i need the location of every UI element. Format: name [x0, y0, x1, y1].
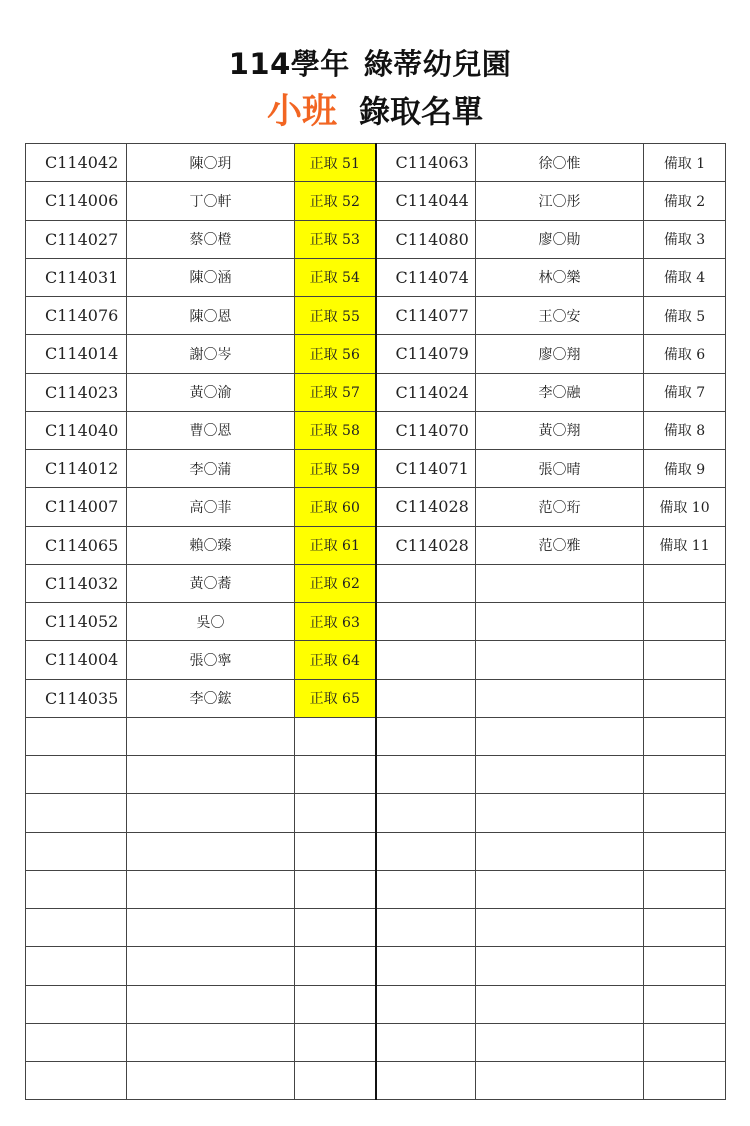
left-applicant-code: C114076	[26, 297, 127, 335]
table-row	[26, 947, 726, 985]
right-applicant-code	[376, 832, 476, 870]
page-title	[0, 42, 740, 83]
left-admission-status: 正取 57	[295, 373, 376, 411]
right-waitlist-status	[644, 870, 726, 908]
left-admission-status: 正取 55	[295, 297, 376, 335]
left-admission-status	[295, 1023, 376, 1061]
left-admission-status: 正取 54	[295, 258, 376, 296]
left-admission-status	[295, 947, 376, 985]
left-applicant-name: 謝〇岑	[127, 335, 295, 373]
table-row	[26, 564, 726, 602]
left-applicant-name: 高〇菲	[127, 488, 295, 526]
left-applicant-name: 張〇寧	[127, 641, 295, 679]
left-applicant-code: C114007	[26, 488, 127, 526]
right-waitlist-status	[644, 756, 726, 794]
table-row	[26, 335, 726, 373]
right-waitlist-status: 備取 8	[644, 411, 726, 449]
left-applicant-code: C114040	[26, 411, 127, 449]
left-applicant-code	[26, 985, 127, 1023]
right-waitlist-status	[644, 679, 726, 717]
left-applicant-code	[26, 909, 127, 947]
right-applicant-code	[376, 794, 476, 832]
left-applicant-code	[26, 756, 127, 794]
list-label: 錄取名單	[359, 94, 483, 131]
page-subtitle	[0, 84, 750, 134]
right-waitlist-status: 備取 9	[644, 450, 726, 488]
left-admission-status: 正取 51	[295, 144, 376, 182]
right-applicant-code	[376, 909, 476, 947]
right-waitlist-status	[644, 832, 726, 870]
admission-table	[25, 143, 726, 1100]
left-admission-status	[295, 756, 376, 794]
right-waitlist-status: 備取 4	[644, 258, 726, 296]
right-applicant-code	[376, 756, 476, 794]
table-row	[26, 641, 726, 679]
left-applicant-name: 吳〇	[127, 603, 295, 641]
left-admission-status	[295, 1062, 376, 1100]
table-row	[26, 450, 726, 488]
left-applicant-name: 黃〇渝	[127, 373, 295, 411]
left-applicant-code: C114014	[26, 335, 127, 373]
right-applicant-code: C114028	[376, 526, 476, 564]
right-applicant-code	[376, 947, 476, 985]
table-row	[26, 1062, 726, 1100]
right-waitlist-status	[644, 794, 726, 832]
table-row	[26, 220, 726, 258]
table-row	[26, 717, 726, 755]
right-applicant-name	[476, 985, 644, 1023]
left-admission-status: 正取 53	[295, 220, 376, 258]
right-waitlist-status	[644, 1023, 726, 1061]
right-applicant-code	[376, 870, 476, 908]
right-waitlist-status: 備取 6	[644, 335, 726, 373]
right-applicant-code: C114070	[376, 411, 476, 449]
right-applicant-name	[476, 1023, 644, 1061]
left-applicant-name	[127, 832, 295, 870]
right-waitlist-status	[644, 564, 726, 602]
left-applicant-name: 賴〇臻	[127, 526, 295, 564]
right-applicant-code: C114077	[376, 297, 476, 335]
right-applicant-name: 張〇晴	[476, 450, 644, 488]
right-applicant-name	[476, 832, 644, 870]
left-applicant-code: C114006	[26, 182, 127, 220]
right-applicant-name: 王〇安	[476, 297, 644, 335]
left-applicant-name	[127, 1023, 295, 1061]
left-applicant-code	[26, 870, 127, 908]
left-applicant-name: 陳〇玥	[127, 144, 295, 182]
left-admission-status: 正取 58	[295, 411, 376, 449]
table-row	[26, 679, 726, 717]
right-waitlist-status: 備取 2	[644, 182, 726, 220]
table-row	[26, 603, 726, 641]
left-applicant-name	[127, 756, 295, 794]
right-waitlist-status	[644, 909, 726, 947]
right-applicant-code	[376, 679, 476, 717]
left-applicant-code: C114012	[26, 450, 127, 488]
right-applicant-code: C114080	[376, 220, 476, 258]
table-row	[26, 411, 726, 449]
left-applicant-code: C114027	[26, 220, 127, 258]
right-waitlist-status: 備取 10	[644, 488, 726, 526]
right-applicant-name: 林〇樂	[476, 258, 644, 296]
admission-table-body	[26, 144, 726, 1100]
right-applicant-name: 范〇雅	[476, 526, 644, 564]
right-applicant-name	[476, 564, 644, 602]
right-applicant-code	[376, 564, 476, 602]
table-row	[26, 832, 726, 870]
right-waitlist-status	[644, 717, 726, 755]
left-applicant-name: 李〇蒲	[127, 450, 295, 488]
left-applicant-name	[127, 717, 295, 755]
left-applicant-code: C114065	[26, 526, 127, 564]
table-row	[26, 144, 726, 182]
left-admission-status: 正取 52	[295, 182, 376, 220]
title-school: 綠蒂幼兒園	[363, 47, 512, 81]
left-applicant-name: 李〇鋐	[127, 679, 295, 717]
right-waitlist-status	[644, 641, 726, 679]
right-applicant-code	[376, 1023, 476, 1061]
left-applicant-code: C114032	[26, 564, 127, 602]
left-applicant-name	[127, 909, 295, 947]
class-name: 小班	[266, 92, 337, 132]
left-applicant-name: 黃〇蕎	[127, 564, 295, 602]
right-applicant-name	[476, 756, 644, 794]
left-applicant-name: 陳〇恩	[127, 297, 295, 335]
right-applicant-name	[476, 641, 644, 679]
right-applicant-code: C114024	[376, 373, 476, 411]
table-row	[26, 794, 726, 832]
right-applicant-code	[376, 717, 476, 755]
left-applicant-name: 蔡〇橙	[127, 220, 295, 258]
left-applicant-code: C114004	[26, 641, 127, 679]
table-row	[26, 1023, 726, 1061]
left-admission-status: 正取 62	[295, 564, 376, 602]
table-row	[26, 526, 726, 564]
left-admission-status: 正取 61	[295, 526, 376, 564]
left-admission-status: 正取 60	[295, 488, 376, 526]
right-applicant-code	[376, 985, 476, 1023]
right-applicant-code	[376, 641, 476, 679]
title-year: 114學年	[228, 47, 350, 81]
right-waitlist-status: 備取 1	[644, 144, 726, 182]
left-applicant-code	[26, 717, 127, 755]
right-applicant-name: 范〇珩	[476, 488, 644, 526]
right-applicant-code	[376, 603, 476, 641]
left-applicant-name	[127, 794, 295, 832]
left-applicant-name	[127, 947, 295, 985]
right-applicant-name	[476, 794, 644, 832]
left-admission-status: 正取 64	[295, 641, 376, 679]
left-applicant-code	[26, 1062, 127, 1100]
left-admission-status: 正取 65	[295, 679, 376, 717]
table-row	[26, 488, 726, 526]
right-applicant-code: C114028	[376, 488, 476, 526]
left-applicant-code: C114052	[26, 603, 127, 641]
left-applicant-code	[26, 832, 127, 870]
right-applicant-name	[476, 870, 644, 908]
right-applicant-name: 廖〇翔	[476, 335, 644, 373]
right-applicant-name	[476, 603, 644, 641]
left-applicant-code: C114042	[26, 144, 127, 182]
table-row	[26, 756, 726, 794]
right-waitlist-status: 備取 7	[644, 373, 726, 411]
left-applicant-code	[26, 947, 127, 985]
right-waitlist-status	[644, 1062, 726, 1100]
left-applicant-code: C114031	[26, 258, 127, 296]
left-admission-status	[295, 985, 376, 1023]
left-admission-status: 正取 59	[295, 450, 376, 488]
left-admission-status	[295, 909, 376, 947]
right-waitlist-status	[644, 603, 726, 641]
right-applicant-name	[476, 909, 644, 947]
right-applicant-code: C114079	[376, 335, 476, 373]
right-applicant-name: 李〇融	[476, 373, 644, 411]
left-applicant-code	[26, 794, 127, 832]
table-row	[26, 297, 726, 335]
right-applicant-name: 徐〇惟	[476, 144, 644, 182]
left-applicant-code: C114023	[26, 373, 127, 411]
table-row	[26, 182, 726, 220]
right-applicant-name	[476, 947, 644, 985]
right-waitlist-status: 備取 5	[644, 297, 726, 335]
table-row	[26, 258, 726, 296]
right-applicant-name: 江〇彤	[476, 182, 644, 220]
table-row	[26, 373, 726, 411]
right-applicant-code: C114063	[376, 144, 476, 182]
left-admission-status	[295, 870, 376, 908]
table-row	[26, 909, 726, 947]
left-applicant-name: 陳〇涵	[127, 258, 295, 296]
left-applicant-name	[127, 1062, 295, 1100]
left-admission-status	[295, 794, 376, 832]
left-applicant-code	[26, 1023, 127, 1061]
right-applicant-code: C114074	[376, 258, 476, 296]
left-admission-status: 正取 56	[295, 335, 376, 373]
right-applicant-code	[376, 1062, 476, 1100]
left-admission-status	[295, 832, 376, 870]
table-row	[26, 985, 726, 1023]
right-applicant-name: 廖〇勛	[476, 220, 644, 258]
left-admission-status	[295, 717, 376, 755]
left-admission-status: 正取 63	[295, 603, 376, 641]
right-applicant-code: C114071	[376, 450, 476, 488]
left-applicant-name: 丁〇軒	[127, 182, 295, 220]
right-applicant-name	[476, 717, 644, 755]
right-applicant-code: C114044	[376, 182, 476, 220]
table-row	[26, 870, 726, 908]
left-applicant-name	[127, 985, 295, 1023]
right-waitlist-status	[644, 947, 726, 985]
left-applicant-code: C114035	[26, 679, 127, 717]
right-applicant-name	[476, 1062, 644, 1100]
left-applicant-name: 曹〇恩	[127, 411, 295, 449]
right-applicant-name: 黃〇翔	[476, 411, 644, 449]
right-waitlist-status: 備取 11	[644, 526, 726, 564]
right-applicant-name	[476, 679, 644, 717]
right-waitlist-status: 備取 3	[644, 220, 726, 258]
right-waitlist-status	[644, 985, 726, 1023]
left-applicant-name	[127, 870, 295, 908]
